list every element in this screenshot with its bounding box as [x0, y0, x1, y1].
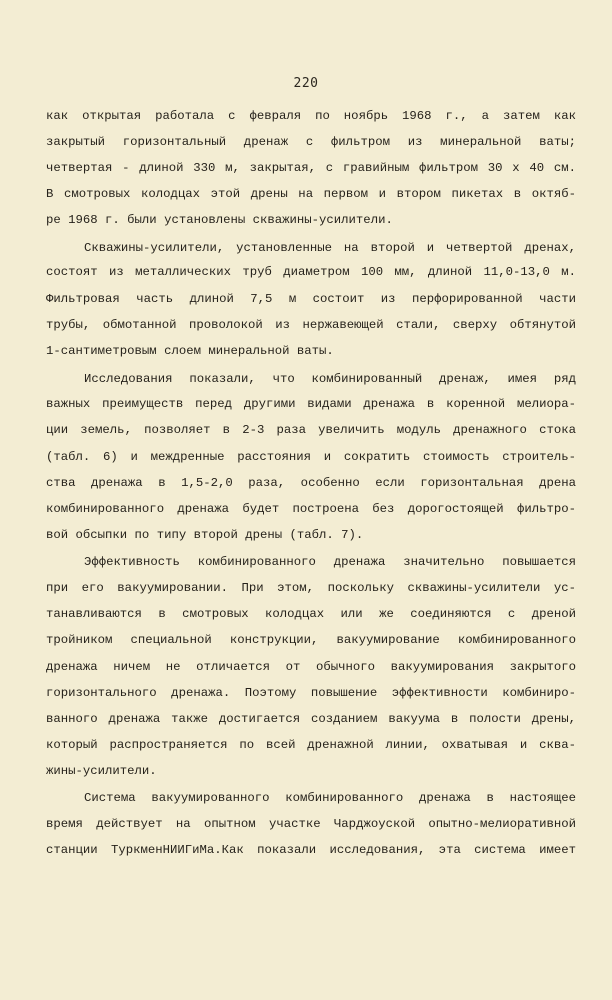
text-line: станции ТуркменНИИГиМа.Как показали исследования, эта система имеет: [46, 843, 576, 857]
text-line: состоят из металлических труб диаметром 100 мм, длиной 11,0-13,0 м.: [46, 265, 576, 279]
text-line: время действует на опытном участке Чарджоуской опытно-мелиоративной: [46, 817, 576, 831]
page-number: 220: [293, 76, 319, 91]
text-line: комбинированного дренажа будет построена без дорогостоящей фильтро-: [46, 502, 576, 516]
text-line: дренажа ничем не отличается от обычного вакуумирования закрытого: [46, 660, 576, 674]
text-line: жины-усилители.: [46, 764, 157, 778]
text-line: (табл. 6) и междренные расстояния и сократить стоимость строитель-: [46, 450, 576, 464]
text-line: ции земель, позволяет в 2-3 раза увеличить модуль дренажного стока: [46, 423, 576, 437]
text-line: трубы, обмотанной проволокой из нержавеющей стали, сверху обтянутой: [46, 318, 576, 332]
text-line: Исследования показали, что комбинированный дренаж, имея ряд: [84, 372, 576, 386]
text-line: Система вакуумированного комбинированного дренажа в настоящее: [84, 791, 576, 805]
text-line: Эффективность комбинированного дренажа значительно повышается: [84, 555, 576, 569]
text-line: который распространяется по всей дренажной линии, охватывая и сква-: [46, 738, 576, 752]
text-line: закрытый горизонтальный дренаж с фильтром из минеральной ваты;: [46, 135, 576, 149]
text-line: 1-сантиметровым слоем минеральной ваты.: [46, 344, 334, 358]
text-line: вой обсыпки по типу второй дрены (табл. 7).: [46, 528, 364, 542]
text-line: как открытая работала с февраля по ноябрь 1968 г., а затем как: [46, 109, 576, 123]
text-line: ре 1968 г. были установлены скважины-усилители.: [46, 213, 393, 227]
text-line: четвертая - длиной 330 м, закрытая, с гравийным фильтром 30 х 40 см.: [46, 161, 576, 175]
text-line: Скважины-усилители, установленные на второй и четвертой дренах,: [84, 241, 576, 255]
text-line: Фильтровая часть длиной 7,5 м состоит из перфорированной части: [46, 292, 576, 306]
text-line: горизонтального дренажа. Поэтому повышение эффективности комбиниро-: [46, 686, 576, 700]
text-line: ства дренажа в 1,5-2,0 раза, особенно если горизонтальная дрена: [46, 476, 576, 490]
text-line: танавливаются в смотровых колодцах или же соединяются с дреной: [46, 607, 576, 621]
text-line: тройником специальной конструкции, вакуумирование комбинированного: [46, 633, 576, 647]
text-line: при его вакуумировании. При этом, поскольку скважины-усилители ус-: [46, 581, 576, 595]
text-line: важных преимуществ перед другими видами дренажа в коренной мелиора-: [46, 397, 576, 411]
text-line: В смотровых колодцах этой дрены на первом и втором пикетах в октяб-: [46, 187, 576, 201]
text-line: ванного дренажа также достигается созданием вакуума в полости дрены,: [46, 712, 576, 726]
